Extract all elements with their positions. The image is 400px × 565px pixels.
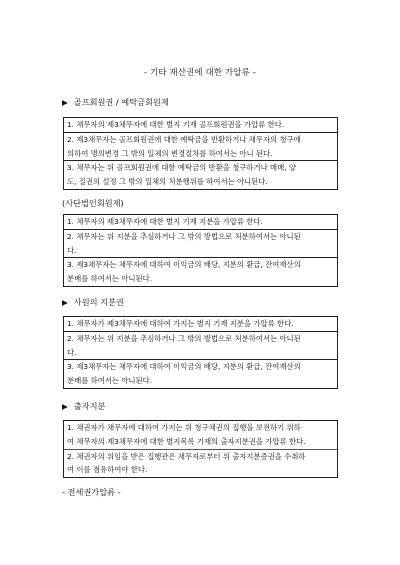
clause-box-golf-membership xyxy=(63,117,338,190)
bullet-triangle-icon: ▶ xyxy=(62,98,68,107)
clause-row: 2. 채권자의 위임을 받은 집행관은 채무자로부터 위 출자지분증권을 수취하 xyxy=(64,449,337,464)
clause-row: 1. 채무자가 제3채무자에 대하여 가지는 별지 기재 지분을 가압류 한다. xyxy=(67,319,294,328)
section-heading-text: 사원의 지분권 xyxy=(73,297,124,307)
clause-row: 3. 채무자는 위 골프회원권에 대한 예탁금의 반환을 청구하거나 매매, 양 xyxy=(64,160,337,175)
clause-row: 2. 채무자는 위 지분을 추심하거나 그 밖의 방법으로 처분하여서는 아니된 xyxy=(64,331,337,346)
section-heading-golf-membership xyxy=(62,97,169,108)
section-heading-corporate-membership xyxy=(62,198,124,209)
clause-row: 2. 채무자는 위 지분을 추심하거나 그 밖의 방법으로 처분하여서는 아니된 xyxy=(64,229,337,244)
clause-row: 여 이를 점유하여야 한다. xyxy=(67,465,148,475)
clause-box-member-equity xyxy=(63,316,338,389)
section-heading-member-equity xyxy=(62,297,124,308)
bullet-triangle-icon: ▶ xyxy=(62,402,68,411)
next-section-title: - 전세권가압류 - xyxy=(62,487,121,497)
clause-box-corporate-membership xyxy=(63,214,338,287)
clause-row: 1. 채무자의 제3채무자에 대한 별지 기재 지분을 가압류 한다. xyxy=(67,217,263,226)
clause-row: 3. 제3채무자는 채무자에 대하여 이익금의 배당, 지분의 환급, 잔여재산의 xyxy=(64,359,337,374)
clause-row: 3. 제3채무자는 채무자에 대하여 이익금의 배당, 지분의 환급, 잔여재산의 xyxy=(64,257,337,272)
clause-row: 다. xyxy=(67,347,77,357)
clause-box-capital-contribution xyxy=(63,420,338,478)
clause-row: 도, 질권의 설정 그 밖의 일체의 처분행위를 하여서는 아니된다. xyxy=(67,177,268,187)
bullet-triangle-icon: ▶ xyxy=(62,298,68,307)
section-heading-text: 출자지분 xyxy=(73,401,106,411)
clause-row: 1. 채권자가 채무자에 대하여 가지는 위 청구채권의 집행을 보전하기 위하 xyxy=(67,423,301,432)
clause-row: 분배를 하여서는 아니된다. xyxy=(67,376,153,386)
section-heading-text: (사단법인회원제) xyxy=(62,198,124,208)
clause-row: 분배를 하여서는 아니된다. xyxy=(67,274,153,284)
clause-row: 의하여 명의변경 그 밖의 일체의 변경절차를 하여서는 아니 된다. xyxy=(67,148,273,158)
section-heading-capital-contribution xyxy=(62,401,105,412)
clause-row: 1. 채무자의 제3채무자에 대한 별지 기재 골프회원권을 가압류 한다. xyxy=(67,120,285,129)
clause-row: 다. xyxy=(67,245,77,255)
section-heading-text: 골프회원권 / 예탁금회원제 xyxy=(73,97,169,107)
clause-row: 2. 제3채무자는 골프회원권에 대한 예탁금을 반환하거나 채무자의 청구에 xyxy=(64,132,337,147)
clause-row: 여 채무자의 제3채무자에 대한 별지목록 기재의 출자지분권을 가압류 한다. xyxy=(67,436,306,446)
page-title: - 기타 재산권에 대한 가압류 - xyxy=(144,67,256,77)
